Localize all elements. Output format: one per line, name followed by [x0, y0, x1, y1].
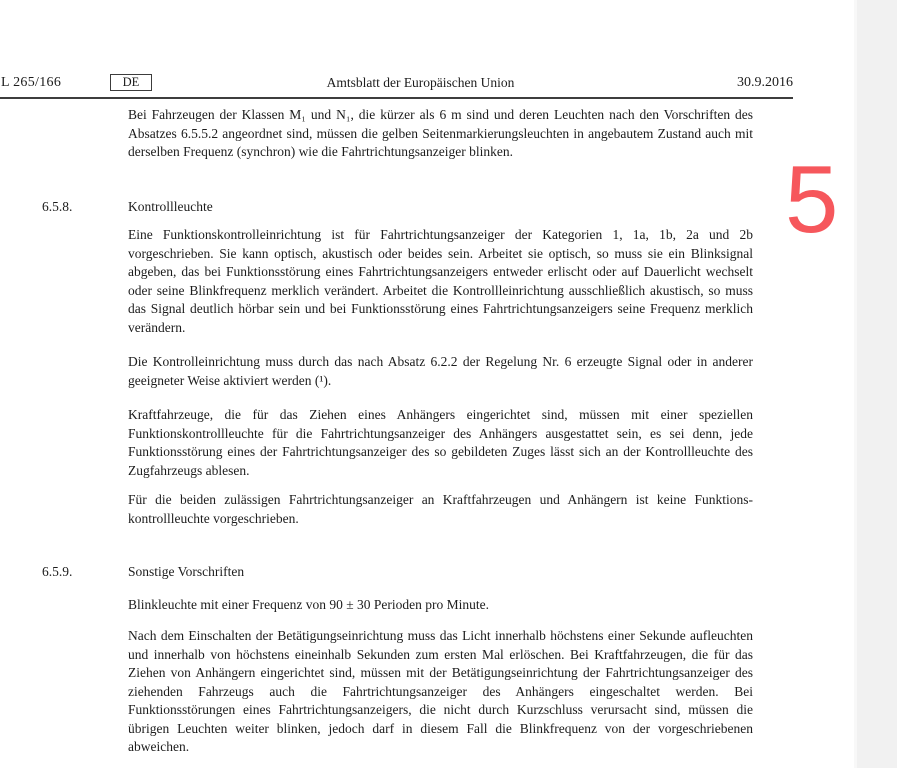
paragraph — [42, 106, 753, 162]
paragraph — [42, 406, 753, 480]
section-number: 6.5.8. — [42, 198, 73, 214]
paragraph — [42, 226, 753, 337]
red-page-marker-digit: 5 — [785, 146, 839, 253]
paragraph-text: Eine Funktionskontrolleinrichtung ist für Fahrtrichtungsanzeiger der Kategorien 1, 1a, 1b, 2a und 2b vorgeschrieben. Sie kann optisch, akustisch oder beides sein. Arbeitet sie optisch, so muss sie ein Blinksignal abgeben, das bei Funktionsstörung eines Fahrtrichtungsanzeigers entweder erlischt oder auf Dauerlicht wechselt oder seine Blinkfrequenz merklich verändert. Arbeitet die Kontrollleinrichtung ausschließlich akustisch, so muss das Signal deutlich hörbar sein und bei Funktionsstörung eines Fahrtrichtungsanzeigers seine Frequenz merklich verändern. — [128, 227, 753, 335]
section-title: Sonstige Vorschriften — [128, 564, 245, 579]
paragraph — [42, 353, 753, 390]
section-heading — [42, 198, 753, 217]
paragraph-text: Bei Fahrzeugen der Klassen M₁ und N₁, die kürzer als 6 m sind und deren Leuchten nach den Vorschriften des Absatzes 6.5.5.2 angeordnet sind, müssen die gelben Seitenmarkierungsleuchten in angebautem Zustand auch mit derselben Frequenz (synchron) wie die Fahrtrichtungsanzeiger blinken. — [128, 107, 753, 159]
document-body — [42, 106, 753, 757]
paragraph-text: Die Kontrolleinrichtung muss durch das nach Absatz 6.2.2 der Regelung Nr. 6 erzeugte Signal oder in anderer geeigneter Weise aktiviert werden (¹). — [128, 354, 753, 388]
paragraph-text: Kraftfahrzeuge, die für das Ziehen eines Anhängers eingerichtet sind, müssen mit einer speziellen Funktionskontrollleuchte für die Fahrtrichtungsanzeiger des Anhängers ausgestattet sein, es sei denn, jede Funktionsstörung eines der Fahrtrichtungsanzeiger des so gebildeten Zuges lässt sich an der Kontrollleuchte des Zugfahrzeugs ablesen. — [128, 407, 753, 478]
viewer-gutter — [854, 0, 897, 768]
paragraph-text: Blinkleuchte mit einer Frequenz von 90 ± 30 Perioden pro Minute. — [128, 596, 489, 612]
paragraph-text: Nach dem Einschalten der Betätigungseinrichtung muss das Licht innerhalb höchstens einer Sekunde aufleuchten und innerhalb von höchstens eineinhalb Sekunden zum ersten Mal erlöschen. Bei Kraftfahrzeugen, die für das Ziehen von Anhängern eingerichtet sind, müssen mit der Betätigungseinrichtung der Fahrtrichtungsanzeiger des ziehenden Fahrzeugs auch die Fahrtrichtungsanzeiger des Anhängers eingeschaltet werden. Bei Funktionsstörungen eines Fahrtrichtungsanzeigers, die nicht durch Kurzschluss verursacht sind, müssen die übrigen Leuchten weiter blinken, jedoch darf in diesem Fall die Blinkfrequenz von der vorgeschriebenen abweichen. — [128, 628, 753, 754]
language-badge: DE — [110, 74, 152, 91]
section-number: 6.5.9. — [42, 564, 73, 579]
paragraph — [42, 627, 753, 757]
section-heading — [42, 563, 753, 582]
page-header — [0, 75, 793, 93]
paragraph-text: Für die beiden zulässigen Fahrtrichtungsanzeiger an Kraftfahrzeugen und Anhängern ist keine Funktionskontrollleuchte vorgeschrieben. — [128, 492, 753, 526]
issue-date: 30.9.2016 — [737, 75, 793, 90]
paragraph — [42, 596, 753, 615]
header-rule — [0, 97, 793, 99]
journal-title: Amtsblatt der Europäischen Union — [326, 75, 515, 90]
journal-page-number: L 265/166 — [1, 75, 62, 90]
section-title: Kontrollleuchte — [128, 198, 213, 214]
paragraph — [42, 491, 753, 528]
